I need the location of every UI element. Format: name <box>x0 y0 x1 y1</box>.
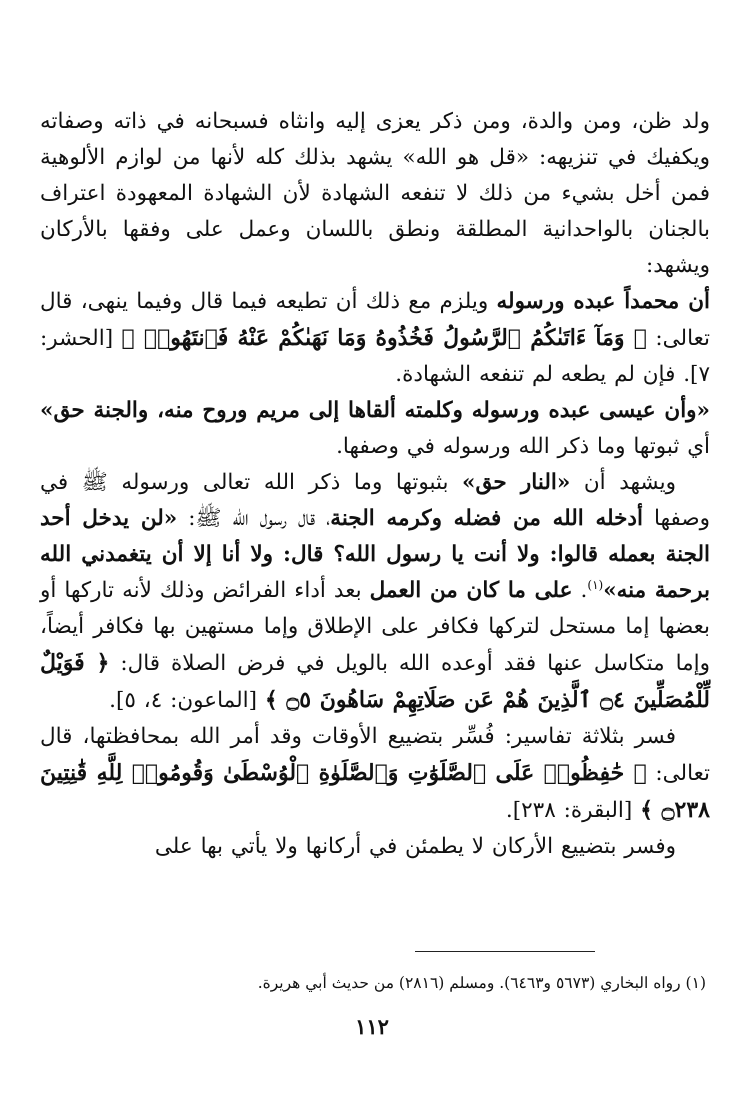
paragraph-4-text-i: بعد أداء الفرائض وذلك لأنه تاركها أو بعضها إما مستحل لتركها فكافر على الإطلاق وإما مستهين بها فكافر أيضاً، وإما متكاسل عنها فقد أوعده الله بالويل في فرض الصلاة قال: <box>40 578 710 676</box>
paragraph-3-text: أي ثبوتها وما ذكر الله ورسوله في وصفها. <box>336 434 710 459</box>
paragraph-4-text-g: . <box>572 578 588 603</box>
quran-verse-baqarah: ﴿ حَٰفِظُوا۟ عَلَى ٱلصَّلَوَٰتِ وَٱلصَّلَوٰةِ ٱلْوُسْطَىٰ وَقُومُوا۟ لِلَّهِ قَٰنِتِينَ ۝٢٣٨ ﴾ <box>40 760 710 823</box>
paragraph-3 <box>40 393 710 465</box>
bold-phrase-amal: على ما كان من العمل <box>369 578 573 603</box>
paragraph-6: وفسر بتضييع الأركان لا يطمئن في أركانها ولا يأتي بها على <box>154 834 676 859</box>
paragraph-2 <box>40 284 710 393</box>
footnote-marker[interactable]: (١) <box>587 577 604 592</box>
paragraph-2-text: ويلزم مع ذلك أن تطيعه فيما قال وفيما ينهى، قال تعالى: <box>40 289 710 351</box>
paragraph-5-text: فسر بثلاثة تفاسير: فُسِّر بتضييع الأوقات وقد أمر الله بمحافظتها، قال تعالى: <box>40 724 710 786</box>
page-body <box>40 104 710 865</box>
verse-reference-maun: [الماعون: ٤، ٥]. <box>109 688 265 713</box>
bold-phrase-nar: «النار حق» <box>462 470 571 495</box>
paragraph-4-text-e: ، قال رسول الله ﷺ: <box>177 506 331 531</box>
quran-verse-maun: ﴿ فَوَيْلٌ لِّلْمُصَلِّينَ ۝٤ ٱلَّذِينَ هُمْ عَن صَلَاتِهِمْ سَاهُونَ ۝٥ ﴾ <box>40 650 710 713</box>
paragraph-4-text-a: ويشهد أن <box>570 470 676 495</box>
page-number: ١١٢ <box>355 1014 389 1039</box>
bold-phrase-isa: «وأن عيسى عبده ورسوله وكلمته ألقاها إلى مريم وروح منه، والجنة حق» <box>40 398 710 423</box>
bold-phrase-muhammad: أن محمداً عبده ورسوله <box>496 289 710 314</box>
hadith-quote: «لن يدخل أحد الجنة بعمله قالوا: ولا أنت يا رسول الله؟ قال: ولا أنا إلا أن يتغمدني الله برحمة منه» <box>40 506 710 603</box>
paragraph-1: ولد ظن، ومن والدة، ومن ذكر يعزى إليه وانثاه فسبحانه في ذاته وصفاته ويكفيك في تنزيهه: «قل هو الله» يشهد بذلك كله لأنها من لوازم الألوهية فمن أخل بشيء من ذلك لا تنفعه الشهادة لأن الشهادة المعهودة اعتراف بالجنان بالواحدانية المطلقة ونطق باللسان وعمل على وفقها بالأركان ويشهد: <box>40 109 710 278</box>
footnote-divider <box>415 951 595 952</box>
verse-reference-hashr: [الحشر: ٧]. فإن لم يطعه لم تنفعه الشهادة. <box>40 326 710 387</box>
paragraph-5 <box>40 719 710 829</box>
paragraph-4-text-c: بثبوتها وما ذكر الله تعالى ورسوله ﷺ في وصفها <box>40 470 711 531</box>
quran-verse-hashr: ﴿ وَمَآ ءَاتَىٰكُمُ ٱلرَّسُولُ فَخُذُوهُ وَمَا نَهَىٰكُمْ عَنْهُ فَٱنتَهُوا۟ ﴾ <box>121 325 647 351</box>
paragraph-4 <box>40 465 710 719</box>
bold-phrase-jannah: أدخله الله من فضله وكرمه الجنة <box>330 506 643 531</box>
verse-reference-baqarah: [البقرة: ٢٣٨]. <box>505 798 641 823</box>
footnote: (١) رواه البخاري (٥٦٧٣ و٦٤٦٣). ومسلم (٢٨١٦) من حديث أبي هريرة. <box>257 974 706 992</box>
